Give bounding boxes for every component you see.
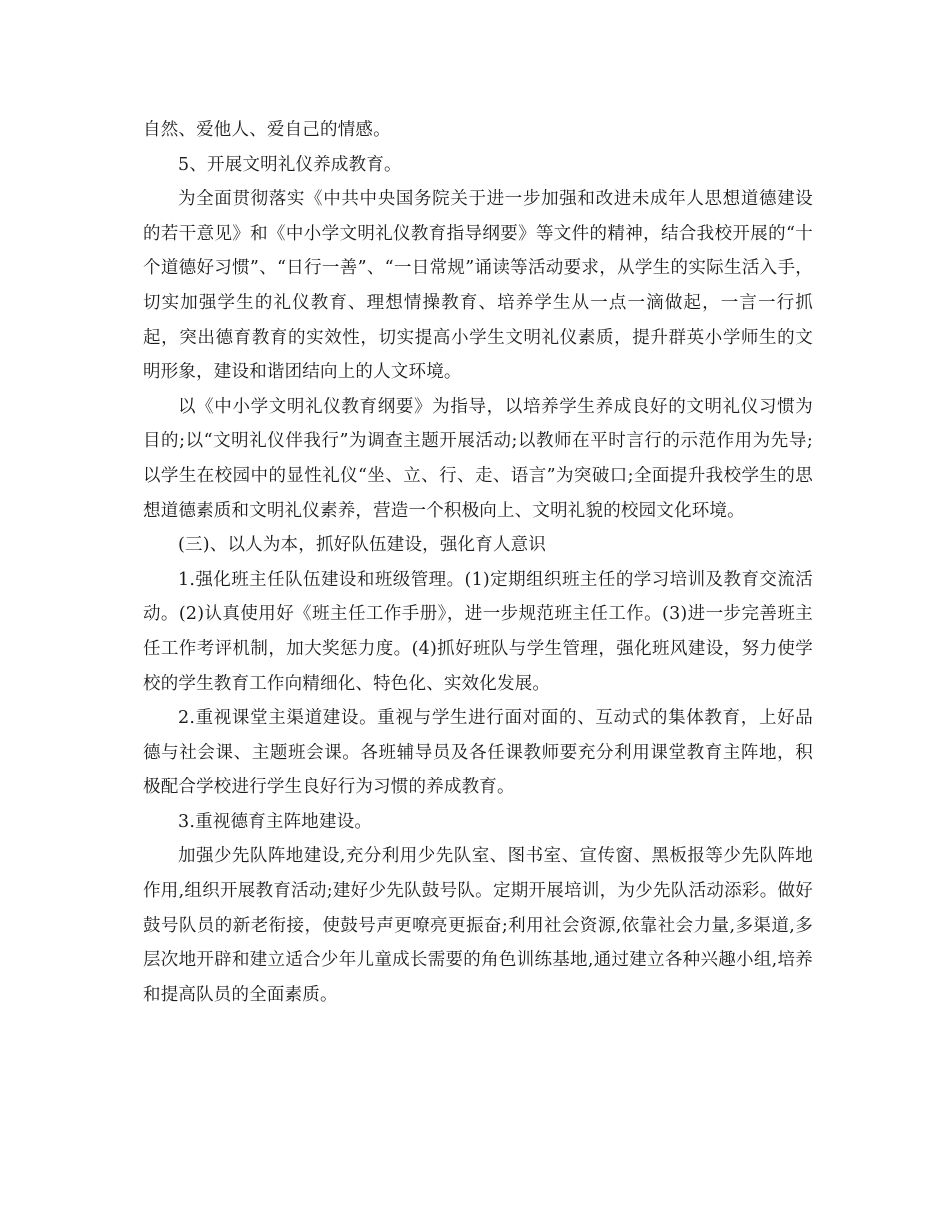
paragraph: 2.重视课堂主渠道建设。重视与学生进行面对面的、互动式的集体教育，上好品德与社会课、主题班会课。各班辅导员及各任课教师要充分利用课堂教育主阵地，积极配合学校进行学生良好行为习惯的养成教育。 xyxy=(143,708,813,798)
section-heading: 3.重视德育主阵地建设。 xyxy=(178,811,373,832)
paragraph: 为全面贯彻落实《中共中央国务院关于进一步加强和改进未成年人思想道德建设的若干意见》和《中小学文明礼仪教育指导纲要》等文件的精神，结合我校开展的“十个道德好习惯”、“日行一善”、“一日常规”诵读等活动要求，从学生的实际生活入手，切实加强学生的礼仪教育、理想情操教育、培养学生从一点一滴做起，一言一行抓起，突出德育教育的实效性，切实提高小学生文明礼仪素质，提升群英小学师生的文明形象，建设和谐团结向上的人文环境。 xyxy=(143,189,813,383)
paragraph: 加强少先队阵地建设,充分利用少先队室、图书室、宣传窗、黑板报等少先队阵地作用,组织开展教育活动;建好少先队鼓号队。定期开展培训，为少先队活动添彩。做好鼓号队员的新老衔接，使鼓号声更嘹亮更振奋;利用社会资源,依靠社会力量,多渠道,多层次地开辟和建立适合少年儿童成长需要的角色训练基地,通过建立各种兴趣小组,培养和提高队员的全面素质。 xyxy=(143,846,813,1005)
document-body xyxy=(143,113,813,1012)
paragraph: 自然、爱他人、爱自己的情感。 xyxy=(143,120,391,140)
paragraph: 1.强化班主任队伍建设和班级管理。(1)定期组织班主任的学习培训及教育交流活动。(2)认真使用好《班主任工作手册》，进一步规范班主任工作。(3)进一步完善班主任工作考评机制，加大奖惩力度。(4)抓好班队与学生管理，强化班风建设，努力使学校的学生教育工作向精细化、特色化、实效化发展。 xyxy=(143,569,813,694)
paragraph: 以《中小学文明礼仪教育纲要》为指导，以培养学生养成良好的文明礼仪习惯为目的;以“文明礼仪伴我行”为调查主题开展活动;以教师在平时言行的示范作用为先导;以学生在校园中的显性礼仪“坐、立、行、走、语言”为突破口;全面提升我校学生的思想道德素质和文明礼仪素养，营造一个积极向上、文明礼貌的校园文化环境。 xyxy=(143,396,813,521)
section-heading: (三)、以人为本，抓好队伍建设，强化育人意识 xyxy=(178,535,547,556)
section-heading: 5、开展文明礼仪养成教育。 xyxy=(178,154,402,175)
